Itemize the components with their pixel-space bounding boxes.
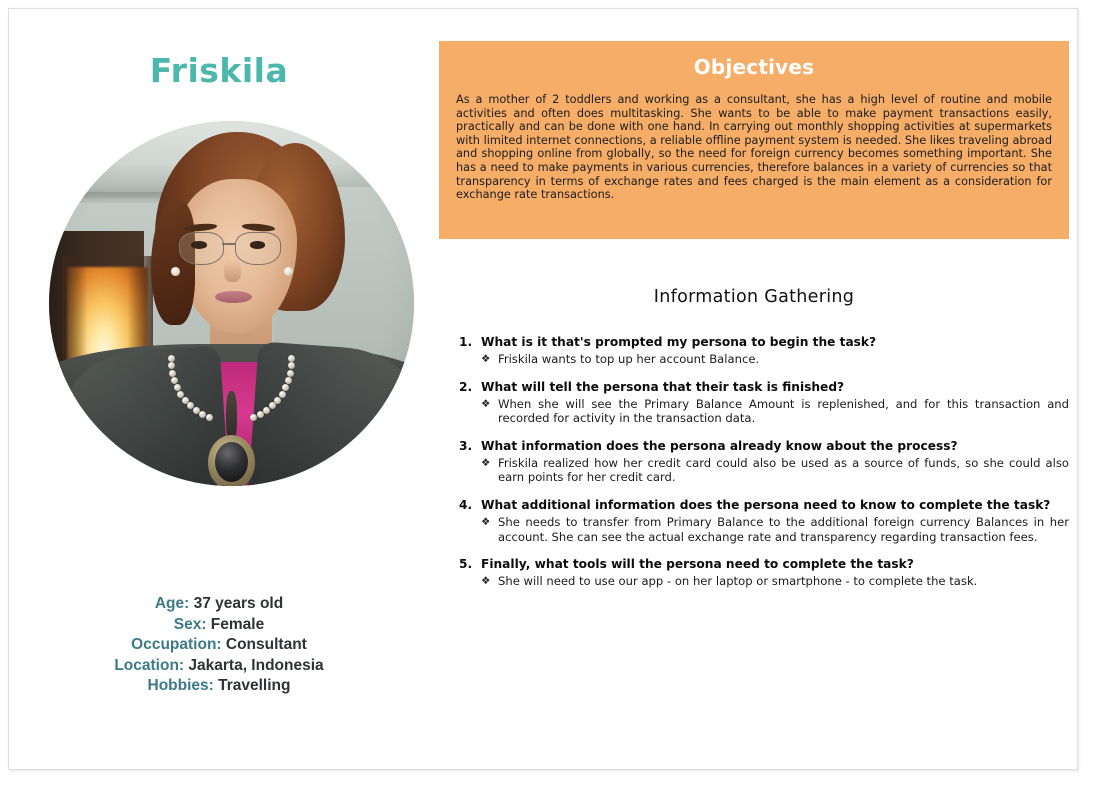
objectives-panel bbox=[439, 41, 1069, 239]
answer-text: She will need to use our app - on her laptop or smartphone - to complete the task. bbox=[498, 574, 978, 589]
question-text: What is it that's prompted my persona to begin the task? bbox=[481, 335, 877, 349]
demographic-row bbox=[9, 656, 429, 677]
demographic-value: Female bbox=[206, 615, 265, 633]
question-row bbox=[459, 439, 1069, 454]
question-row bbox=[459, 335, 1069, 350]
demographic-row bbox=[9, 594, 429, 615]
persona-demographics bbox=[9, 594, 429, 697]
question-text: What additional information does the persona need to know to complete the task? bbox=[481, 497, 1051, 512]
question-number: 5. bbox=[459, 557, 473, 572]
question-number: 2. bbox=[459, 379, 473, 394]
diamond-bullet-icon: ❖ bbox=[481, 575, 491, 588]
list-item bbox=[459, 498, 1069, 544]
page-title: Friskila bbox=[149, 51, 289, 90]
demographic-value: Consultant bbox=[221, 636, 307, 653]
question-row bbox=[459, 498, 1069, 513]
demographic-label: Sex: bbox=[173, 615, 207, 633]
demographic-label: Hobbies: bbox=[147, 677, 214, 694]
persona-content-column bbox=[429, 9, 1078, 770]
question-number: 3. bbox=[459, 438, 473, 453]
list-item bbox=[459, 557, 1069, 589]
question-number: 4. bbox=[459, 497, 473, 512]
demographic-label: Location: bbox=[114, 656, 185, 674]
demographic-row bbox=[9, 635, 429, 656]
question-text: What will tell the persona that their task is finished? bbox=[481, 379, 845, 394]
answer-text: Friskila realized how her credit card could also be used as a source of funds, so she could also earn points for her credit card. bbox=[498, 455, 1069, 485]
demographic-value: 37 years old bbox=[189, 595, 284, 612]
information-gathering-title: Information Gathering bbox=[653, 287, 855, 307]
question-text: What information does the persona already know about the process? bbox=[481, 438, 958, 453]
diamond-bullet-icon: ❖ bbox=[481, 515, 491, 528]
list-item bbox=[459, 439, 1069, 485]
diamond-bullet-icon: ❖ bbox=[481, 353, 491, 365]
answer-row bbox=[459, 352, 1069, 367]
question-row bbox=[459, 557, 1069, 572]
list-item bbox=[459, 380, 1069, 426]
answer-row bbox=[459, 397, 1069, 426]
question-number: 1. bbox=[459, 335, 473, 349]
diamond-bullet-icon: ❖ bbox=[481, 456, 491, 469]
objectives-text: As a mother of 2 toddlers and working as a consultant, she has a high level of routine and mobile activities and often does multitasking. She wants to be able to make payment transactions easily, practically and can be done with one hand. In carrying out monthly shopping activities at supermarkets with limited internet connections, a reliable offline payment system is needed. She likes traveling abroad and shopping online from globally, so the need for foreign currency becomes something important. She has a need to make payments in various currencies, therefore balances in a variety of currencies so that transparency in terms of exchange rates and fees charged is the main element as a consideration for exchange rate transactions. bbox=[456, 93, 1052, 202]
demographic-row bbox=[9, 676, 429, 697]
demographic-label: Occupation: bbox=[131, 636, 222, 653]
diamond-bullet-icon: ❖ bbox=[481, 397, 491, 410]
demographic-label: Age: bbox=[154, 595, 190, 612]
question-text: Finally, what tools will the persona need to complete the task? bbox=[481, 557, 914, 572]
demographic-value: Travelling bbox=[213, 677, 291, 694]
demographic-row bbox=[9, 615, 429, 636]
persona-document-page bbox=[8, 8, 1078, 770]
answer-row bbox=[459, 515, 1069, 544]
answer-row bbox=[459, 574, 1069, 589]
objectives-title: Objectives bbox=[693, 55, 815, 79]
answer-row bbox=[459, 456, 1069, 485]
photo-vignette bbox=[49, 121, 414, 486]
list-item bbox=[459, 335, 1069, 367]
demographic-value: Jakarta, Indonesia bbox=[184, 656, 324, 674]
information-gathering-list bbox=[459, 335, 1069, 589]
answer-text: Friskila wants to top up her account Balance. bbox=[498, 352, 760, 366]
persona-profile-column bbox=[9, 9, 429, 770]
question-row bbox=[459, 380, 1069, 395]
avatar bbox=[49, 121, 414, 486]
answer-text: She needs to transfer from Primary Balance to the additional foreign currency Balances in her account. She can see the actual exchange rate and transparency regarding transaction fees. bbox=[498, 514, 1069, 544]
answer-text: When she will see the Primary Balance Amount is replenished, and for this transaction and recorded for activity in the transaction data. bbox=[498, 396, 1069, 426]
